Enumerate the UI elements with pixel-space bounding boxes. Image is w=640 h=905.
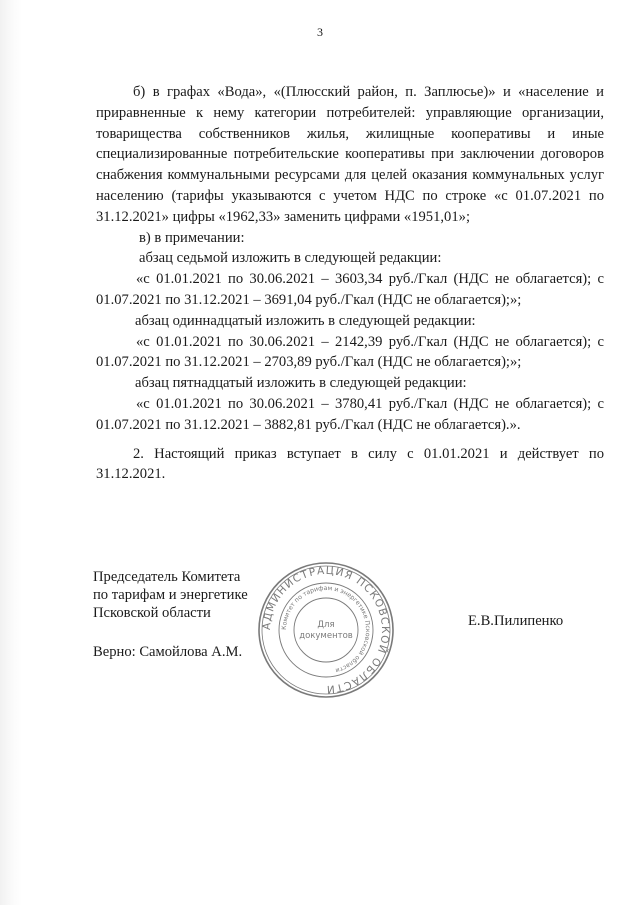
position-line: по тарифам и энергетике [93, 587, 248, 603]
paragraph-abzac-15-heading: абзац пятнадцатый изложить в следующей редакции: [135, 375, 467, 392]
signatory-position [93, 568, 273, 622]
paragraph-abzac-7-heading: абзац седьмой изложить в следующей редакции: [139, 250, 442, 267]
seal-center-text: Для [317, 620, 335, 630]
paragraph-abzac-7-text: «с 01.01.2021 по 30.06.2021 – 3603,34 руб./Гкал (НДС не облагается); с 01.07.2021 по 31.12.2021 – 3691,04 руб./Гкал (НДС не облагается);»; [96, 271, 604, 308]
seal-center-text: документов [299, 631, 353, 641]
paragraph-abzac-15-text: «с 01.01.2021 по 30.06.2021 – 3780,41 руб./Гкал (НДС не облагается); с 01.07.2021 по 31.12.2021 – 3882,81 руб./Гкал (НДС не облагается).». [96, 395, 604, 433]
scan-edge [0, 0, 22, 905]
document-body [96, 82, 604, 485]
signer-name: Е.В.Пилипенко [468, 613, 564, 629]
paragraph-abzac-11-heading: абзац одиннадцатый изложить в следующей редакции: [135, 312, 476, 329]
paragraph-b: б) в графах «Вода», «(Плюсский район, п. Заплюсье)» и «население и приравненные к нему категории потребителей: управляющие организации, товарищества собственников жилья, жилищные кооперативы и иные специализированные потребительские кооперативы при заключении договоров снабжения коммунальными ресурсами для целей оказания коммунальных услуг населению (тарифы указываются с учетом НДС по строке «с 01.07.2021 по 31.12.2021» цифры «1962,33» заменить цифрами «1951,01»; [96, 84, 604, 225]
paragraph-abzac-11-text: «с 01.01.2021 по 30.06.2021 – 2142,39 руб./Гкал (НДС не облагается); с 01.07.2021 по 31.12.2021 – 2703,89 руб./Гкал (НДС не облагается);»; [96, 333, 604, 371]
official-seal-stamp [256, 560, 396, 700]
paragraph-v: в) в примечании: [139, 229, 245, 246]
verified-by: Верно: Самойлова А.М. [93, 644, 243, 660]
page-number: 3 [317, 25, 323, 39]
seal-inner-text: Комитет по тарифам и энергетике Псковской области [280, 584, 372, 674]
position-line: Псковской области [93, 605, 211, 621]
paragraph-item-2: 2. Настоящий приказ вступает в силу с 01.01.2021 и действует по 31.12.2021. [96, 445, 604, 483]
seal-outer-text: АДМИНИСТРАЦИЯ ПСКОВСКОЙ ОБЛАСТИ [260, 564, 392, 696]
position-line: Председатель Комитета [93, 569, 241, 585]
